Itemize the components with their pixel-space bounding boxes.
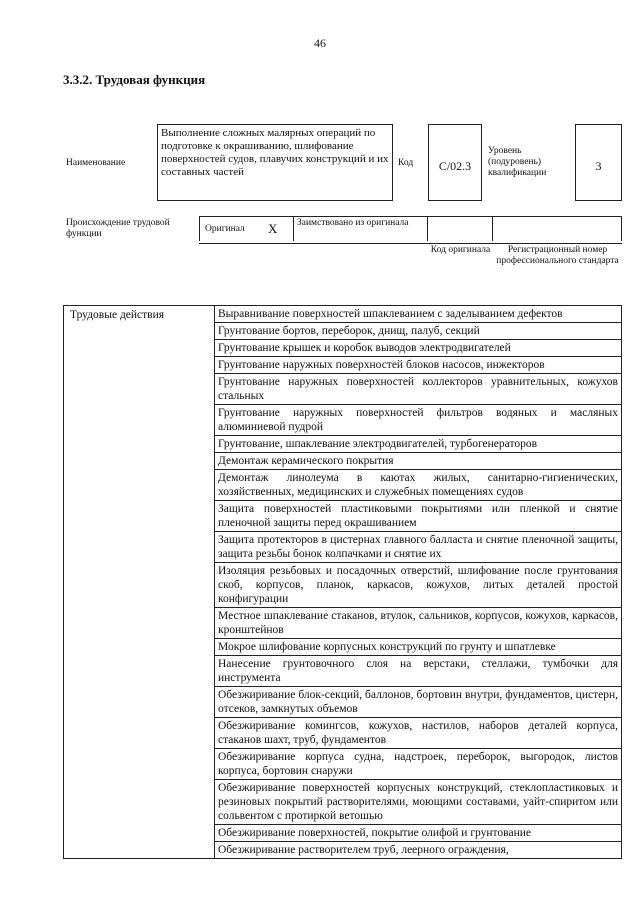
- function-name-box: Выполнение сложных малярных операций по подготовке к окрашиванию, шлифование поверхностей судов, плавучих конструкций и их составных частей: [157, 124, 393, 201]
- table-row: [64, 306, 622, 323]
- labor-action-item: Обезжиривание блок-секций, баллонов, бортовин внутри, фундаментов, цистерн, отсеков, замкнутых объемов: [215, 687, 622, 718]
- code-label: Код: [398, 158, 414, 168]
- name-label: Наименование: [66, 158, 126, 168]
- level-value-box: 3: [575, 124, 622, 201]
- labor-action-item: Защита поверхностей пластиковыми покрытиями или пленкой и снятие пленочной защиты перед окрашиванием: [215, 501, 622, 532]
- labor-action-item: Мокрое шлифование корпусных конструкций по грунту и шпатлевке: [215, 639, 622, 656]
- labor-actions-label: Трудовые действия: [64, 306, 215, 859]
- labor-actions-table: [63, 305, 622, 859]
- labor-action-item: Нанесение грунтовочного слоя на верстаки, стеллажи, тумбочки для инструмента: [215, 656, 622, 687]
- labor-action-item: Обезжиривание корпуса судна, надстроек, переборок, выгородок, листов корпуса, бортовин снаружи: [215, 749, 622, 780]
- labor-action-item: Грунтование наружных поверхностей коллекторов уравнительных, кожухов стальных: [215, 374, 622, 405]
- labor-action-item: Защита протекторов в цистернах главного балласта и снятие пленочной защиты, защита резьбы бонок колпачками и снятие их: [215, 532, 622, 563]
- code-caption: Код оригинала: [430, 245, 491, 255]
- level-label: Уровень (подуровень) квалификации: [488, 146, 547, 178]
- borrowed-cell: [294, 217, 428, 241]
- labor-action-item: Грунтование наружных поверхностей фильтров водяных и масляных алюминиевой пудрой: [215, 405, 622, 436]
- labor-action-item: Обезжиривание поверхностей, покрытие олифой и грунтование: [215, 825, 622, 842]
- registration-number-cell: [493, 217, 622, 241]
- original-mark: X: [268, 221, 278, 236]
- page-number: 46: [314, 36, 326, 50]
- labor-action-item: Обезжиривание поверхностей корпусных конструкций, стеклопластиковых и резиновых покрытий растворителями, моющими составами, уайт-спиритом или сольвентом с протиркой ветошью: [215, 780, 622, 825]
- labor-action-item: Обезжиривание комингсов, кожухов, настилов, наборов деталей корпуса, стаканов шахт, труб, фундаментов: [215, 718, 622, 749]
- registration-caption: Регистрационный номер профессионального стандарта: [496, 245, 619, 266]
- origin-label: Происхождение трудовой функции: [66, 218, 170, 239]
- labor-action-item: Грунтование бортов, переборок, днищ, палуб, секций: [215, 323, 622, 340]
- labor-action-item: Местное шпаклевание стаканов, втулок, сальников, корпусов, кожухов, каркасов, кронштейнов: [215, 608, 622, 639]
- original-code-cell: [428, 217, 493, 241]
- original-cell: [199, 217, 294, 241]
- original-label: Оригинал: [205, 224, 245, 234]
- labor-action-item: Выравнивание поверхностей шпаклеванием с заделыванием дефектов: [215, 306, 622, 323]
- labor-action-item: Демонтаж керамического покрытия: [215, 453, 622, 470]
- code-value-box: C/02.3: [428, 124, 482, 201]
- labor-action-item: Обезжиривание растворителем труб, леерного ограждения,: [215, 842, 622, 859]
- labor-action-item: Грунтование крышек и коробок выводов электродвигателей: [215, 340, 622, 357]
- section-title: 3.3.2. Трудовая функция: [63, 72, 206, 87]
- labor-action-item: Грунтование, шпаклевание электродвигателей, турбогенераторов: [215, 436, 622, 453]
- labor-action-item: Грунтование наружных поверхностей блоков насосов, инжекторов: [215, 357, 622, 374]
- borrowed-label: Заимствовано из оригинала: [297, 218, 409, 228]
- labor-action-item: Изоляция резьбовых и посадочных отверстий, шлифование после грунтования скоб, корпусов, планок, каркасов, кожухов, литых деталей простой конфигурации: [215, 563, 622, 608]
- origin-row: [199, 216, 622, 244]
- labor-action-item: Демонтаж линолеума в каютах жилых, санитарно-гигиенических, хозяйственных, медицинских и служебных помещениях судов: [215, 470, 622, 501]
